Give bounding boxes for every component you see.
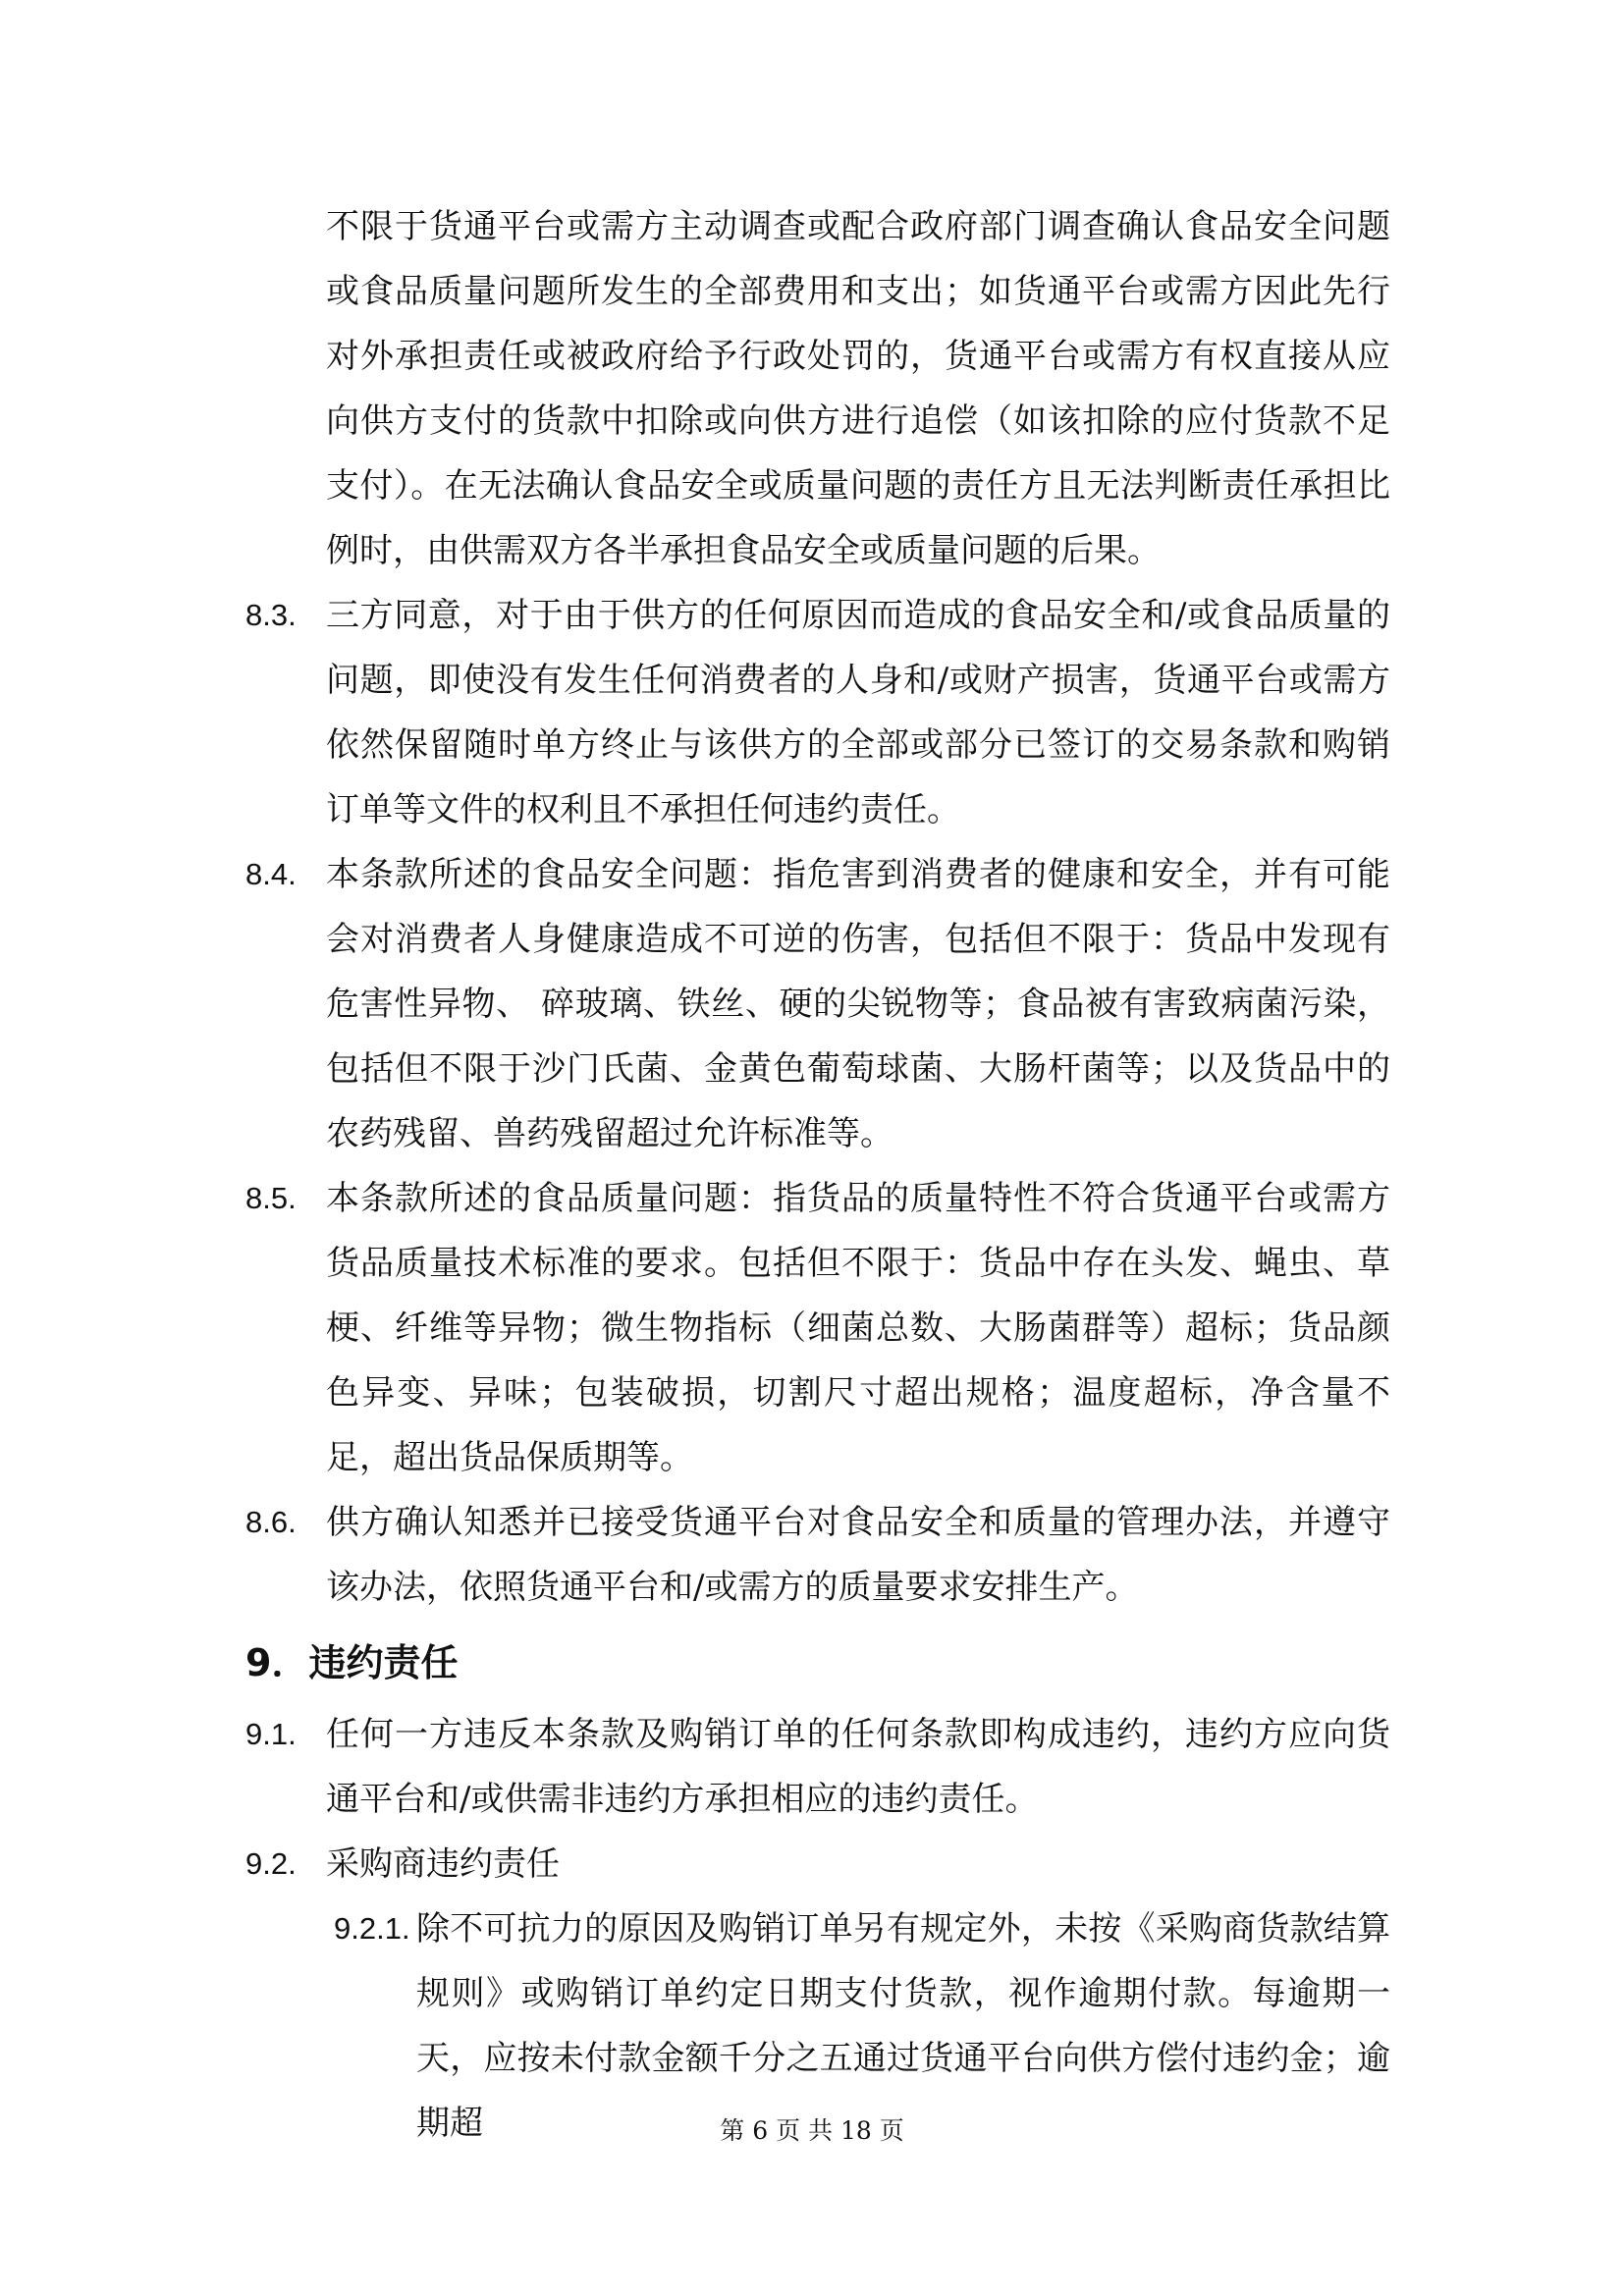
clause-text: 任何一方违反本条款及购销订单的任何条款即构成违约，违约方应向货通平台和/或供需非违约方承担相应的违约责任。 xyxy=(326,1715,1390,1819)
clause-number: 9.2. xyxy=(245,1846,297,1881)
clause-8-3 xyxy=(0,583,1624,842)
clause-9-1 xyxy=(0,1702,1624,1832)
clause-number: 9.1. xyxy=(245,1717,297,1751)
clause-number: 8.6. xyxy=(245,1505,297,1539)
clause-number: 8.5. xyxy=(245,1181,297,1215)
clause-8-6 xyxy=(0,1490,1624,1620)
clause-8-4 xyxy=(0,842,1624,1166)
clause-number: 9.2.1. xyxy=(334,1911,410,1946)
clause-number: 8.4. xyxy=(245,857,297,891)
paragraph-text: 不限于货通平台或需方主动调查或配合政府部门调查确认食品安全问题或食品质量问题所发生的全部费用和支出；如货通平台或需方因此先行对外承担责任或被政府给予行政处罚的，货通平台或需方有权直接从应向供方支付的货款中扣除或向供方进行追偿（如该扣除的应付货款不足支付）。在无法确认食品安全或质量问题的责任方且无法判断责任承担比例时，由供需双方各半承担食品安全或质量问题的后果。 xyxy=(326,207,1390,570)
page-footer: 第 6 页 共 18 页 xyxy=(720,2116,904,2145)
clause-8-5 xyxy=(0,1166,1624,1490)
page-content xyxy=(0,194,1624,2156)
clause-text: 本条款所述的食品质量问题：指货品的质量特性不符合货通平台或需方货品质量技术标准的要求。包括但不限于：货品中存在头发、蝇虫、草梗、纤维等异物；微生物指标（细菌总数、大肠菌群等）超标；货品颜色异变、异味；包装破损，切割尺寸超出规格；温度超标，净含量不足，超出货品保质期等。 xyxy=(326,1179,1390,1477)
clause-text: 采购商违约责任 xyxy=(326,1844,560,1884)
clause-text: 供方确认知悉并已接受货通平台对食品安全和质量的管理办法，并遵守该办法，依照货通平台和/或需方的质量要求安排生产。 xyxy=(326,1503,1390,1607)
clause-9-2 xyxy=(0,1832,1624,1896)
paragraph-continuation xyxy=(0,194,1624,583)
clause-number: 8.3. xyxy=(245,598,297,632)
section-heading-9: 9．违约责任 xyxy=(245,1641,459,1684)
clause-text: 本条款所述的食品安全问题：指危害到消费者的健康和安全，并有可能会对消费者人身健康造成不可逆的伤害，包括但不限于：货品中发现有危害性异物、 碎玻璃、铁丝、硬的尖锐物等；食品被有害致病菌污染，包括但不限于沙门氏菌、金黄色葡萄球菌、大肠杆菌等；以及货品中的农药残留、兽药残留超过允许标准等。 xyxy=(326,855,1390,1153)
clause-text: 三方同意，对于由于供方的任何原因而造成的食品安全和/或食品质量的问题，即使没有发生任何消费者的人身和/或财产损害，货通平台或需方依然保留随时单方终止与该供方的全部或部分已签订的交易条款和购销订单等文件的权利且不承担任何违约责任。 xyxy=(326,596,1390,829)
clause-text: 除不可抗力的原因及购销订单另有规定外，未按《采购商货款结算规则》或购销订单约定日期支付货款，视作逾期付款。每逾期一天，应按未付款金额千分之五通过货通平台向供方偿付违约金；逾期超 xyxy=(416,1909,1390,2143)
